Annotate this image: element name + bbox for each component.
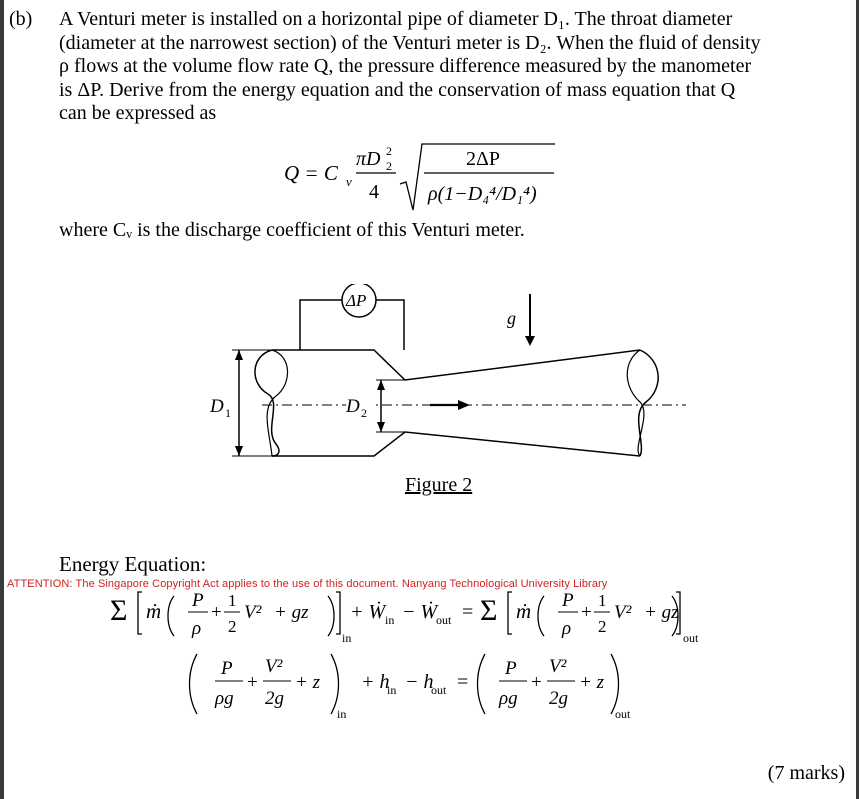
paren-right-open: [538, 596, 544, 636]
question-label: (b): [9, 8, 33, 30]
gz-left: + gz: [274, 602, 309, 623]
plus-left: +: [211, 602, 222, 623]
pipe-lower-wall: [272, 432, 640, 456]
v2-right-eq2: V²: [549, 656, 567, 677]
sqrt-denominator: ρ(1−D₄⁴/D₁⁴): [428, 183, 537, 205]
rho-right: ρ: [562, 618, 572, 639]
plus-right: +: [581, 602, 592, 623]
formula-num-exp: 2: [386, 144, 392, 158]
one-left: 1: [228, 591, 237, 610]
v2-left-eq2: V²: [265, 656, 283, 677]
bracket-left-open: [138, 592, 142, 634]
question-line: A Venturi meter is installed on a horizontal pipe of diameter D₁. The throat diameter: [59, 8, 733, 30]
in-sub-eq2: in: [337, 707, 347, 720]
energy-equation-mass: [110, 582, 720, 644]
paren-left-open: [168, 596, 174, 636]
question-line: can be expressed as: [59, 102, 217, 124]
copyright-notice: ATTENTION: The Singapore Copyright Act applies to the use of this document. Nanyang Technological University Library: [7, 578, 608, 590]
p-right: P: [562, 590, 574, 611]
pipe-upper-wall: [272, 350, 640, 380]
p-left-eq2: P: [221, 658, 233, 679]
paren-left-close-eq2: [331, 654, 339, 714]
d1-label: D: [210, 396, 224, 417]
question-line: is ΔP. Derive from the energy equation and the conservation of mass equation that Q: [59, 78, 736, 101]
out-sub-eq1: out: [683, 631, 699, 644]
d2-arrow-top: [377, 380, 385, 390]
manometer-tube-left: [300, 300, 342, 350]
sigma-left: Σ: [110, 594, 128, 627]
plus-right-eq2: +: [531, 672, 542, 693]
plus-left-eq2: +: [247, 672, 258, 693]
w-out-sub: out: [436, 613, 452, 627]
paren-right-close-eq2: [611, 654, 619, 714]
venturi-figure: [200, 284, 700, 464]
gz-right: + gz: [644, 602, 679, 623]
z-right-eq2: + z: [579, 672, 604, 693]
question-text: [59, 8, 849, 126]
rho-left: ρ: [192, 618, 202, 639]
energy-equation-head: [185, 648, 645, 720]
energy-heading: Energy Equation:: [59, 552, 207, 576]
where-text: where Cᵥ is the discharge coefficient of this Venturi meter.: [59, 219, 525, 241]
twog-left-eq2: 2g: [265, 688, 284, 709]
bracket-left-close: [336, 592, 340, 634]
p-right-eq2: P: [505, 658, 517, 679]
manometer-label: ΔP: [346, 291, 367, 310]
d1-sub: 1: [225, 406, 231, 420]
rhog-right-eq2: ρg: [499, 688, 518, 709]
question-line: (diameter at the narrowest section) of the Venturi meter is D₂. When the fluid of density: [59, 31, 761, 54]
d2-sub: 2: [361, 406, 367, 420]
h-out: − h: [405, 671, 434, 693]
h-in: + h: [361, 671, 390, 693]
d2-label: D: [346, 396, 360, 417]
paren-right-open-eq2: [478, 654, 486, 714]
equals-eq1: =: [462, 601, 474, 623]
bracket-right-open: [508, 592, 512, 634]
figure-caption: Figure 2: [405, 474, 473, 496]
manometer-tube-right: [376, 300, 404, 350]
d1-arrow-top: [235, 350, 243, 360]
rhog-left-eq2: ρg: [215, 688, 234, 709]
d2-arrow-bottom: [377, 422, 385, 432]
w-out: − Ẇ: [402, 601, 438, 623]
mdot-left: ṁ: [146, 599, 162, 623]
question-line: ρ flows at the volume flow rate Q, the pressure difference measured by the manometer: [59, 55, 752, 77]
w-in-sub: in: [385, 613, 395, 627]
w-in: + Ẇ: [350, 601, 386, 623]
sqrt-numerator: 2ΔP: [466, 148, 500, 170]
formula-den: 4: [369, 181, 379, 203]
h-in-sub: in: [387, 683, 397, 697]
pipe-break-left: [255, 350, 279, 456]
p-left: P: [192, 590, 204, 611]
formula-num: πD: [356, 148, 381, 170]
two-left: 2: [228, 617, 237, 636]
mdot-right: ṁ: [516, 599, 532, 623]
flow-arrowhead: [458, 400, 470, 410]
flow-rate-formula: [270, 138, 570, 218]
formula-cv-sub: v: [346, 174, 352, 189]
formula-lhs: Q = C: [284, 161, 338, 185]
in-sub-eq1: in: [342, 631, 352, 644]
two-right: 2: [598, 617, 607, 636]
one-right: 1: [598, 591, 607, 610]
pipe-break-left-inner: [267, 350, 287, 456]
v2-left: V²: [244, 602, 262, 623]
page-border-left: [0, 0, 4, 799]
twog-right-eq2: 2g: [549, 688, 568, 709]
out-sub-eq2: out: [615, 707, 631, 720]
d1-arrow-bottom: [235, 446, 243, 456]
z-left-eq2: + z: [295, 672, 320, 693]
marks-label: (7 marks): [767, 762, 845, 784]
gravity-arrowhead: [525, 336, 535, 346]
sigma-right: Σ: [480, 594, 498, 627]
equals-eq2: =: [457, 671, 469, 693]
paren-left-open-eq2: [190, 654, 198, 714]
formula-num-sub: 2: [386, 159, 392, 173]
gravity-label: g: [507, 308, 516, 328]
v2-right: V²: [614, 602, 632, 623]
paren-left-close: [328, 596, 334, 636]
h-out-sub: out: [431, 683, 447, 697]
